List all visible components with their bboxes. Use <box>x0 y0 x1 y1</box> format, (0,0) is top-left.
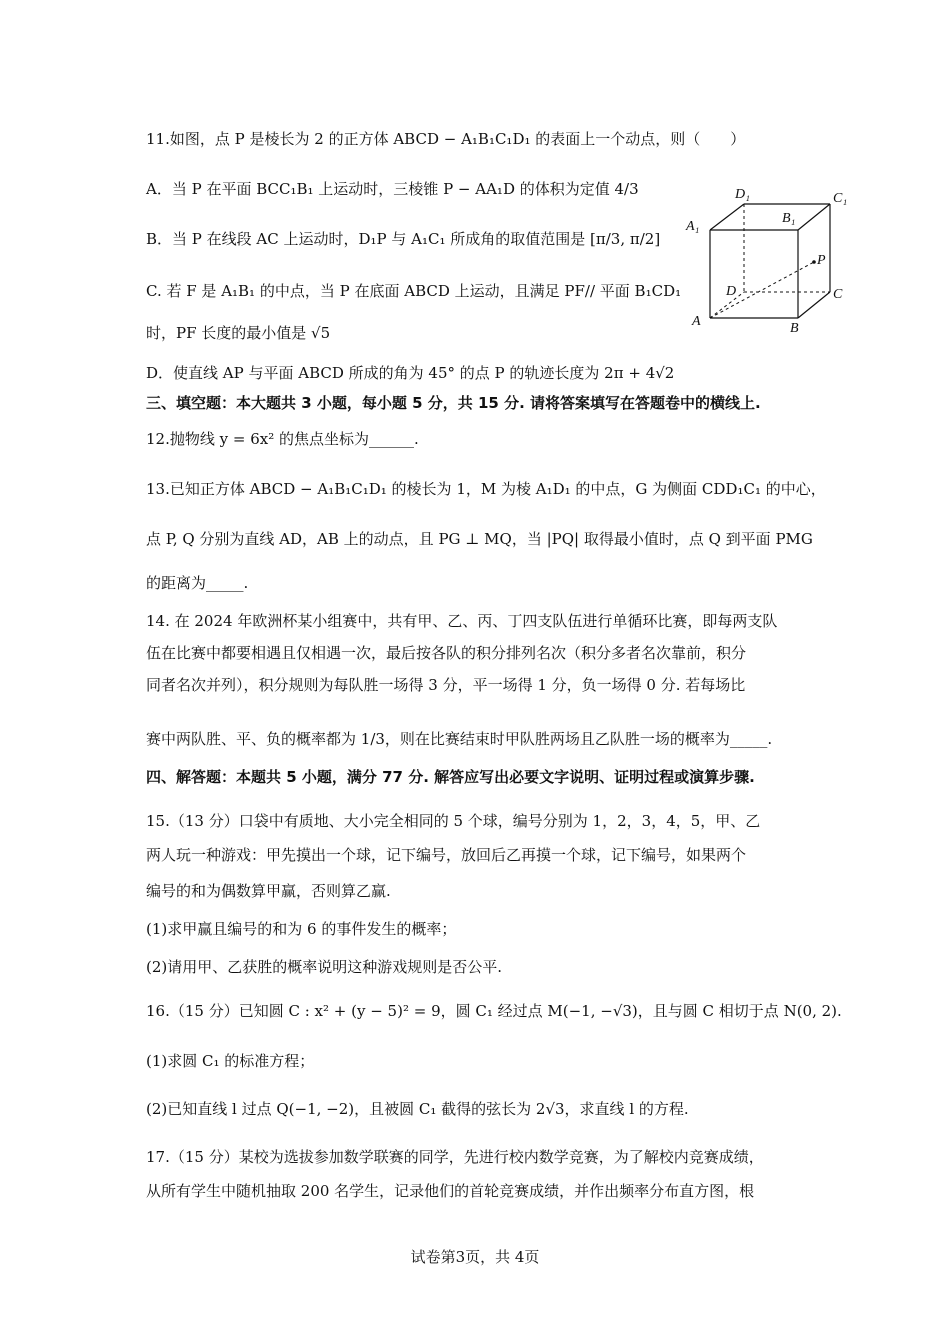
q17-line2: 从所有学生中随机抽取 200 名学生，记录他们的首轮竞赛成绩，并作出频率分布直方图，根 <box>146 1182 755 1200</box>
label-a1: A₁ <box>686 219 700 234</box>
q15-part2: (2)请用甲、乙获胜的概率说明这种游戏规则是否公平. <box>146 958 503 976</box>
q11-option-c-line2: 时，PF 长度的最小值是 √5 <box>146 324 331 342</box>
q13-line1: 13.已知正方体 ABCD − A₁B₁C₁D₁ 的棱长为 1，M 为棱 A₁D₁ 的中点，G 为侧面 CDD₁C₁ 的中心， <box>146 480 826 498</box>
label-b1: B₁ <box>782 211 796 226</box>
label-b: B <box>790 321 799 336</box>
q17-line1: 17.（15 分）某校为选拔参加数学联赛的同学，先进行校内数学竞赛，为了解校内竞赛成绩， <box>146 1148 764 1166</box>
q14-line4: 赛中两队胜、平、负的概率都为 1/3，则在比赛结束时甲队胜两场且乙队胜一场的概率为_____. <box>146 730 773 748</box>
q11-stem: 11.如图，点 P 是棱长为 2 的正方体 ABCD − A₁B₁C₁D₁ 的表面上一个动点，则（ ） <box>146 130 746 148</box>
section-3-heading: 三、填空题：本大题共 3 小题，每小题 5 分，共 15 分. 请将答案填写在答题卷中的横线上. <box>146 394 761 412</box>
label-a: A <box>692 314 701 329</box>
q16-part2: (2)已知直线 l 过点 Q(−1, −2)，且被圆 C₁ 截得的弦长为 2√3，求直线 l 的方程. <box>146 1100 689 1118</box>
q15-line2: 两人玩一种游戏：甲先摸出一个球，记下编号，放回后乙再摸一个球，记下编号，如果两个 <box>146 846 747 864</box>
label-d1: D₁ <box>735 187 750 202</box>
q11-option-b: B．当 P 在线段 AC 上运动时，D₁P 与 A₁C₁ 所成角的取值范围是 [π/3, π/2] <box>146 230 661 248</box>
q11-option-a: A．当 P 在平面 BCC₁B₁ 上运动时，三棱锥 P − AA₁D 的体积为定值 4/3 <box>146 180 639 198</box>
point-p <box>812 260 816 264</box>
label-c1: C₁ <box>833 191 848 206</box>
cube-figure <box>680 180 860 340</box>
label-c: C <box>833 287 843 302</box>
q11-option-d: D．使直线 AP 与平面 ABCD 所成的角为 45° 的点 P 的轨迹长度为 2π + 4√2 <box>146 364 675 382</box>
q13-line3: 的距离为_____. <box>146 574 249 592</box>
q15-line1: 15.（13 分）口袋中有质地、大小完全相同的 5 个球，编号分别为 1，2，3，4，5，甲、乙 <box>146 812 761 830</box>
label-p: P <box>817 253 826 268</box>
q12: 12.抛物线 y = 6x² 的焦点坐标为______. <box>146 430 419 448</box>
label-d: D <box>726 284 737 299</box>
q14-line1: 14. 在 2024 年欧洲杯某小组赛中，共有甲、乙、丙、丁四支队伍进行单循环比赛，即每两支队 <box>146 612 778 630</box>
q13-line2: 点 P, Q 分别为直线 AD，AB 上的动点，且 PG ⊥ MQ，当 |PQ| 取得最小值时，点 Q 到平面 PMG <box>146 530 813 548</box>
section-4-heading: 四、解答题：本题共 5 小题，满分 77 分. 解答应写出必要文字说明、证明过程或演算步骤. <box>146 768 755 786</box>
q11-option-c-line1: C. 若 F 是 A₁B₁ 的中点，当 P 在底面 ABCD 上运动，且满足 PF// 平面 B₁CD₁ <box>146 282 682 300</box>
page-footer: 试卷第3页，共 4页 <box>410 1248 540 1266</box>
q16-line1: 16.（15 分）已知圆 C : x² + (y − 5)² = 9，圆 C₁ 经过点 M(−1, −√3)，且与圆 C 相切于点 N(0, 2). <box>146 1002 842 1020</box>
q15-line3: 编号的和为偶数算甲赢，否则算乙赢. <box>146 882 391 900</box>
q16-part1: (1)求圆 C₁ 的标准方程； <box>146 1052 315 1070</box>
q14-line2: 伍在比赛中都要相遇且仅相遇一次，最后按各队的积分排列名次（积分多者名次靠前，积分 <box>146 644 747 662</box>
q15-part1: (1)求甲赢且编号的和为 6 的事件发生的概率； <box>146 920 457 938</box>
q14-line3: 同者名次并列），积分规则为每队胜一场得 3 分，平一场得 1 分，负一场得 0 分. 若每场比 <box>146 676 746 694</box>
